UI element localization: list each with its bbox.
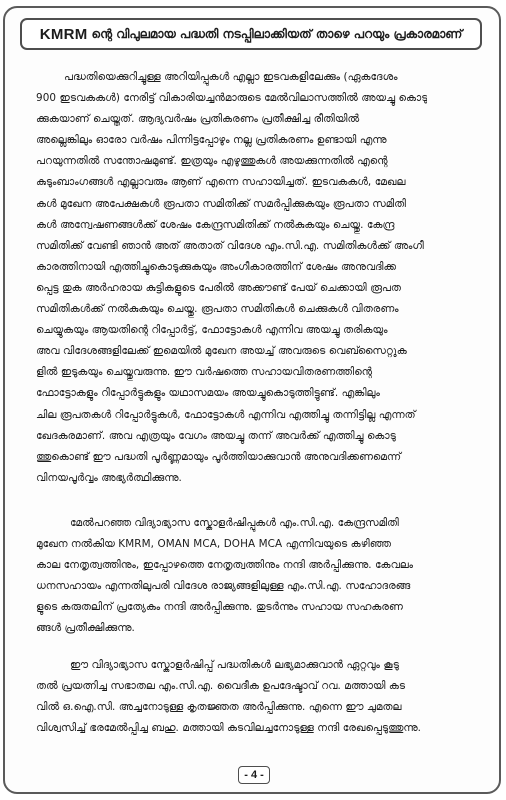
text-line: ചെയ്യുകയും ആയതിന്റെ റിപ്പോർട്ട്, ഫോട്ടോകൾ എന്നിവ അയച്ചു തരികയും: [36, 324, 388, 337]
text-line: കാല നേതൃത്വത്തിനും, ഇപ്പോഴത്തെ നേതൃത്വത്തിനും നന്ദി അർപ്പിക്കുന്നു. കേവലം: [36, 559, 414, 572]
header-brand: KMRM: [39, 25, 88, 43]
text-line: കൾ മുഖേന അപേക്ഷകൾ രൂപതാ സമിതിക്ക് സമർപ്പിക്കുകയും രൂപതാ സമിതി: [36, 197, 407, 210]
paragraph-gratitude-advisor: [36, 655, 421, 739]
text-line: തൽ പ്രയത്നിച്ച സഭാതല എം.സി.എ. വൈദീക ഉപദേഷ്ടാവ് റവ. മത്തായി കട: [36, 680, 406, 693]
text-line: ത്തുകൊണ്ട് ഈ പദ്ധതി പൂർണ്ണമായും പൂർത്തിയാക്കുവാൻ അനുവദിക്കണമെന്ന്: [36, 450, 402, 463]
text-line: ഈ വിദ്യാഭ്യാസ സ്കോളർഷിപ്പ് പദ്ധതികൾ ലഭ്യമാക്കുവാൻ ഏറ്റവും കൂടു: [70, 659, 399, 671]
text-line: വിശ്വസിച്ച് ഭരമേൽപ്പിച്ച ബഹു. മത്തായി കടവിലച്ചനോടുള്ള നന്ദി രേഖപ്പെടുത്തുന്നു.: [36, 722, 422, 735]
text-line: പറയുന്നതിൽ സന്തോഷമുണ്ട്. ഇത്രയും എഴുത്തുകൾ അയക്കുന്നതിൽ എന്റെ: [36, 155, 388, 168]
text-line: പദ്ധതിയെക്കുറിച്ചുള്ള അറിയിപ്പുകൾ എല്ലാ ഇടവകളിലേക്കും (ഏകദേശം: [64, 71, 398, 83]
text-line: ഖേദകരമാണ്. അവ എത്രയും വേഗം അയച്ചു തന്ന് അവർക്ക് എത്തിച്ചു കൊടു: [36, 429, 396, 442]
text-line: ങ്ങൾ പ്രതീക്ഷിക്കുന്നു.: [36, 622, 135, 635]
text-line: മേൽപറഞ്ഞ വിദ്യാഭ്യാസ സ്കോളർഷിപ്പുകൾ എം.സി.എ. കേന്ദ്രസമിതി: [70, 517, 399, 529]
text-line: മുഖേന നൽകിയ KMRM, OMAN MCA, DOHA MCA എന്നിവയുടെ കഴിഞ്ഞ: [36, 538, 391, 551]
page-header: [20, 18, 482, 50]
page-number: - 4 -: [238, 766, 270, 784]
text-line: കുടുംബാംഗങ്ങൾ എല്ലാവരും ആണ് എന്നെ സഹായിച്ചത്. ഇടവകകൾ, മേഖല: [36, 176, 406, 189]
text-line: കാരത്തിനായി എത്തിച്ചുകൊടുക്കുകയും അംഗീകാരത്തിന് ശേഷം അനുവദിക്ക: [36, 260, 396, 273]
text-line: ക്കുകയാണ് ചെയ്തത്. ആദ്യവർഷം പ്രതികരണം പ്രതീക്ഷിച്ച രീതിയിൽ: [36, 113, 360, 126]
header-title: ന്റെ വിപുലമായ പദ്ധതി നടപ്പിലാക്കിയത് താഴെ പറയും പ്രകാരമാണ്: [91, 26, 463, 41]
text-line: സമിതികൾക്ക് നൽകുകയും ചെയ്തു. രൂപതാ സമിതികൾ ചെക്കുകൾ വിതരണം: [36, 303, 399, 316]
paragraph-gratitude-sponsors: [36, 513, 413, 640]
text-line: അല്ലെങ്കിലും ഓരോ വർഷം പിന്നിട്ടപ്പോഴും നല്ല പ്രതികരണം ഉണ്ടായി എന്നു: [36, 134, 387, 147]
text-line: പ്പെട്ട തുക അർഹരായ കുട്ടികളുടെ പേരിൽ അക്കൗണ്ട് പേയ് ചെക്കായി രൂപത: [36, 281, 401, 294]
text-line: ധനസഹായം എന്നതിലുപരി വിദേശ രാജ്യങ്ങളിലുള്ള എം.സി.എ. സഹോദരങ്ങ: [36, 580, 411, 593]
text-line: ളുടെ കരുതലിന് പ്രത്യേകം നന്ദി അർപ്പിക്കുന്നു. തുടർന്നും സഹായ സഹകരണ: [36, 601, 403, 614]
paragraph-project-report: [36, 67, 427, 489]
text-line: സമിതിക്ക് വേണ്ടി ഞാൻ അത് അതാത് വിദേശ എം.സി.എ. സമിതികൾക്ക് അംഗീ: [36, 239, 424, 252]
text-line: ഫോട്ടോകളും റിപ്പോർട്ടുകളും യഥാസമയം അയച്ചുകൊടുത്തിട്ടുണ്ട്. എങ്കിലും: [36, 387, 380, 400]
text-line: വിനയപൂർവ്വം അഭ്യർത്ഥിക്കുന്നു.: [36, 471, 182, 484]
text-line: വിൽ ഒ.ഐ.സി. അച്ചനോടുള്ള കൃതജ്ഞത അർപ്പിക്കുന്നു. എന്നെ ഈ ചുമതല: [36, 701, 402, 714]
text-line: അവ വിദേശങ്ങളിലേക്ക് ഇമെയിൽ മുഖേന അയച്ച് അവരുടെ വെബ്സൈറ്റുക: [36, 345, 407, 358]
text-line: 900 ഇടവകകൾ) നേരിട്ട് വികാരിയച്ചൻമാരുടെ മേൽവിലാസത്തിൽ അയച്ചു കൊടു: [36, 92, 428, 105]
text-line: കൾ അന്വേഷണങ്ങൾക്ക് ശേഷം കേന്ദ്രസമിതിക്ക് നൽകുകയും ചെയ്തു. കേന്ദ്ര: [36, 218, 395, 231]
text-line: ളിൽ ഇടുകയും ചെയ്തുവരുന്നു. ഈ വർഷത്തെ സഹായവിതരണത്തിന്റെ: [36, 366, 373, 379]
text-line: ചില രൂപതകൾ റിപ്പോർട്ടുകൾ, ഫോട്ടോകൾ എന്നിവ എത്തിച്ചു തന്നിട്ടില്ല എന്നത്: [36, 408, 416, 421]
